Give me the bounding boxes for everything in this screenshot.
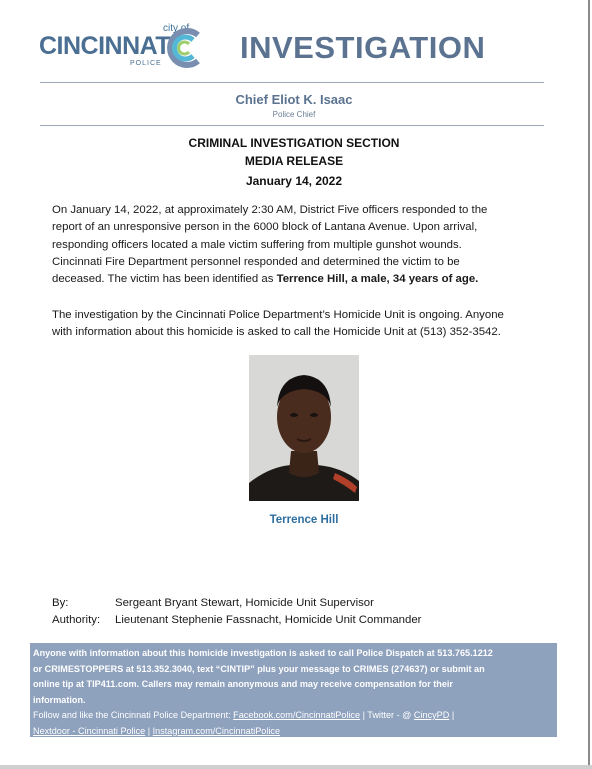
release-date: January 14, 2022 — [245, 174, 343, 188]
paragraph-line: The investigation by the Cincinnati Police Department’s Homicide Unit is ongoing. Anyone — [52, 309, 504, 321]
victim-identification: Terrence Hill, a male, 34 years of age. — [276, 273, 479, 286]
release-type: MEDIA RELEASE — [244, 154, 344, 168]
paragraph-line: report of an unresponsive person in the 6000 block of Lantana Avenue. Upon arrival, — [52, 221, 478, 234]
header-divider-top — [40, 82, 544, 83]
incident-paragraph — [52, 202, 557, 288]
paragraph-line: responding officers located a male victim suffering from multiple gunshot wounds. — [52, 238, 462, 251]
separator: | — [145, 725, 153, 736]
tip-footer — [30, 643, 557, 737]
header-divider-bottom — [40, 125, 544, 126]
page-title: INVESTIGATION — [240, 30, 486, 65]
footer-line: Anyone with information about this homicide investigation is asked to call Police Dispatch at 513.765.1212 — [33, 648, 493, 658]
signature-authority — [52, 614, 421, 626]
logo-city-of: city of — [163, 23, 190, 34]
victim-photo-image — [249, 355, 359, 501]
footer-line: information. — [33, 694, 86, 705]
logo-wordmark: CINCINNATI — [39, 32, 177, 60]
logo-police-text: POLICE — [130, 60, 162, 67]
follow-prefix: Follow and like the Cincinnati Police Department: — [33, 710, 234, 720]
paragraph-line-last — [52, 271, 557, 288]
follow-line — [33, 708, 554, 724]
follow-line-2 — [33, 724, 554, 740]
by-value: Sergeant Bryant Stewart, Homicide Unit Supervisor — [115, 597, 374, 609]
authority-label: Authority: — [52, 614, 101, 626]
paragraph-line: On January 14, 2022, at approximately 2:30 AM, District Five officers responded to the — [52, 204, 488, 216]
signature-by — [52, 597, 374, 609]
twitter-separator: | Twitter - @ — [360, 710, 414, 720]
instagram-link[interactable]: Instagram.com/CincinnatiPolice — [152, 725, 281, 736]
paragraph-text: deceased. The victim has been identified as — [52, 273, 277, 286]
cincinnati-police-logo — [38, 22, 213, 72]
paragraph-line: Cincinnati Fire Department personnel responded and determined the victim to be — [52, 255, 460, 268]
by-label: By: — [52, 597, 69, 609]
section-heading: CRIMINAL INVESTIGATION SECTION — [188, 136, 400, 150]
document-header — [0, 0, 588, 90]
page-bottom-border — [0, 765, 592, 769]
page-right-border — [588, 0, 590, 769]
chief-title: Police Chief — [272, 110, 316, 119]
chief-name: Chief Eliot K. Isaac — [235, 92, 353, 107]
footer-line: online tip at TIP411.com. Callers may remain anonymous and may receive compensation for their — [33, 679, 453, 689]
footer-line: or CRIMESTOPPERS at 513.352.3040, text “CINTIP” plus your message to CRIMES (274637) or submit an — [33, 663, 485, 674]
separator: | — [449, 710, 455, 720]
nextdoor-link[interactable]: Nextdoor - Cincinnati Police — [33, 725, 146, 736]
authority-value: Lieutenant Stephenie Fassnacht, Homicide Unit Commander — [115, 614, 422, 626]
paragraph-line: with information about this homicide is asked to call the Homicide Unit at (513) 352-3542. — [52, 326, 501, 339]
twitter-link[interactable]: CincyPD — [413, 710, 450, 720]
victim-photo — [249, 355, 359, 501]
investigation-paragraph — [52, 307, 557, 342]
photo-caption: Terrence Hill — [269, 514, 339, 526]
facebook-link[interactable]: Facebook.com/CincinnatiPolice — [233, 710, 361, 720]
cincinnati-c-logo-icon — [162, 25, 208, 71]
